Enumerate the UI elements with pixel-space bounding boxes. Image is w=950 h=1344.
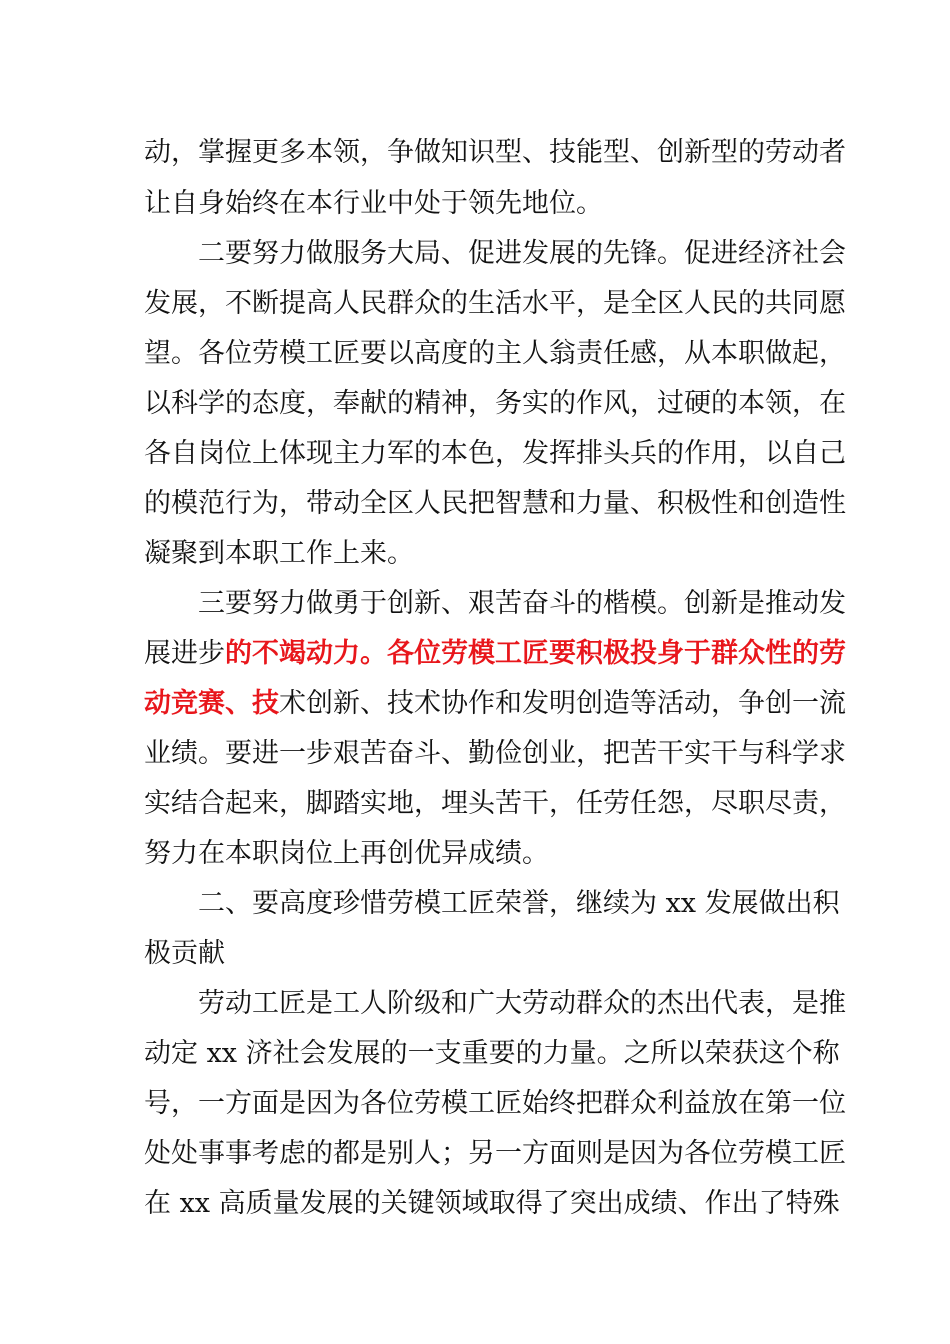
highlighted-text: 的不竭动力。各位劳模工匠要积极投身于群众性的劳 xyxy=(225,638,846,669)
section-heading-line: 二、要高度珍惜劳模工匠荣誉，继续为 xx 发展做出积 xyxy=(198,888,840,919)
paragraph-start-line: 二要努力做服务大局、促进发展的先锋。促进经济社会 xyxy=(198,238,846,269)
text-line: 动，掌握更多本领，争做知识型、技能型、创新型的劳动者 xyxy=(144,137,846,168)
text-line-with-highlight xyxy=(144,634,846,674)
text-line: 各自岗位上体现主力军的本色，发挥排头兵的作用，以自己 xyxy=(144,438,846,469)
paragraph-start-line: 三要努力做勇于创新、艰苦奋斗的楷模。创新是推动发 xyxy=(198,588,846,619)
text-line: 业绩。要进一步艰苦奋斗、勤俭创业，把苦干实干与科学求 xyxy=(144,738,846,769)
text-line: 动定 xx 济社会发展的一支重要的力量。之所以荣获这个称 xyxy=(144,1038,840,1069)
text-line: 在 xx 高质量发展的关键领域取得了突出成绩、作出了特殊 xyxy=(144,1188,840,1219)
text-line: 号，一方面是因为各位劳模工匠始终把群众利益放在第一位 xyxy=(144,1088,846,1119)
text-line: 的模范行为，带动全区人民把智慧和力量、积极性和创造性 xyxy=(144,488,846,519)
text-line: 凝聚到本职工作上来。 xyxy=(144,538,414,569)
plain-text: 展进步 xyxy=(144,638,225,669)
text-line: 实结合起来，脚踏实地，埋头苦干，任劳任怨，尽职尽责， xyxy=(144,788,846,819)
text-line: 努力在本职岗位上再创优异成绩。 xyxy=(144,838,549,869)
text-line: 让自身始终在本行业中处于领先地位。 xyxy=(144,188,603,219)
text-line: 发展，不断提高人民群众的生活水平，是全区人民的共同愿 xyxy=(144,288,846,319)
text-line-with-highlight xyxy=(144,684,846,724)
paragraph-start-line: 劳动工匠是工人阶级和广大劳动群众的杰出代表，是推 xyxy=(198,988,846,1019)
text-line: 望。各位劳模工匠要以高度的主人翁责任感，从本职做起， xyxy=(144,338,846,369)
text-line: 以科学的态度，奉献的精神，务实的作风，过硬的本领，在 xyxy=(144,388,846,419)
plain-text: 术创新、技术协作和发明创造等活动，争创一流 xyxy=(279,688,846,719)
highlighted-text: 动竞赛、技 xyxy=(144,688,279,719)
text-line: 处处事事考虑的都是别人；另一方面则是因为各位劳模工匠 xyxy=(144,1138,846,1169)
section-heading-line: 极贡献 xyxy=(144,938,225,969)
